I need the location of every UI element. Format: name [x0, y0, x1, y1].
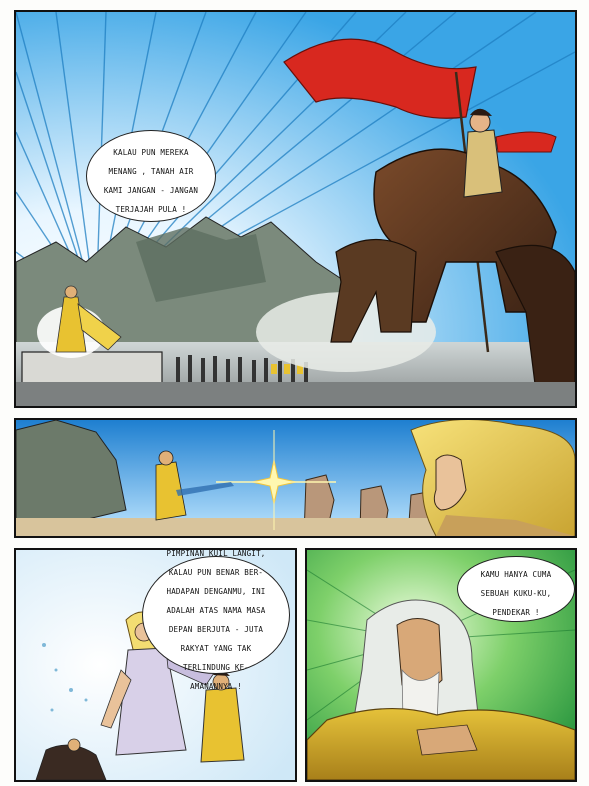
speech-line: KAMU HANYA CUMA — [480, 570, 552, 579]
speech-bubble-3 — [142, 548, 290, 691]
speech-line: TERLINDUNG KE- — [182, 662, 249, 672]
speech-bubble-4 — [457, 556, 575, 622]
speech-line: ADALAH ATAS NAMA MASA — [166, 605, 266, 615]
speech-line: KAMI JANGAN - JANGAN — [103, 185, 199, 195]
panel-1-art — [16, 12, 575, 406]
speech-line: KALAU PUN BENAR BER- — [168, 567, 264, 577]
panel-2 — [14, 418, 577, 538]
stone-platform — [22, 352, 162, 384]
speech-line: KALAU PUN MEREKA — [113, 147, 189, 157]
speech-line: PIMPINAN KUIL LANGIT, — [166, 548, 266, 558]
speech-line: AMANANNYA ! — [190, 681, 242, 691]
speech-bubble-1 — [86, 130, 216, 222]
panel-2-art — [16, 420, 575, 536]
speech-line: MENANG , TANAH AIR — [108, 166, 194, 176]
speech-line: PENDEKAR ! — [492, 608, 540, 617]
speech-bubble-1-text — [104, 138, 198, 214]
speech-line: RAKYAT YANG TAK — [180, 643, 252, 653]
panel-1 — [14, 10, 577, 408]
speech-bubble-3-text — [166, 548, 265, 691]
panel-3 — [14, 548, 297, 782]
speech-line: TERJAJAH PULA ! — [115, 204, 187, 214]
speech-bubble-4-text — [481, 561, 552, 618]
speech-line: HADAPAN DENGANMU, INI — [166, 586, 266, 596]
blonde-man-profile — [411, 420, 575, 536]
speech-line: SEBUAH KUKU-KU, — [480, 589, 552, 598]
panel-4 — [305, 548, 577, 782]
speech-line: DEPAN BERJUTA - JUTA — [168, 624, 264, 634]
